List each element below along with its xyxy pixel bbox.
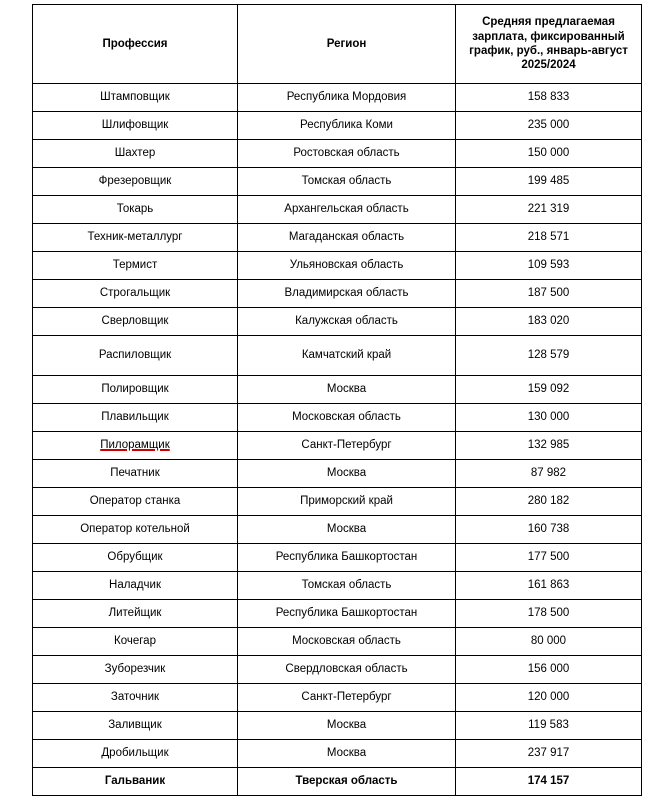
cell-salary: 158 833 [456, 84, 642, 112]
cell-region: Москва [238, 516, 456, 544]
cell-region: Тверская область [238, 768, 456, 796]
cell-region: Москва [238, 712, 456, 740]
table-row [33, 740, 642, 768]
table-row [33, 460, 642, 488]
cell-salary: 178 500 [456, 600, 642, 628]
cell-profession: Литейщик [33, 600, 238, 628]
cell-region: Томская область [238, 572, 456, 600]
cell-region: Республика Мордовия [238, 84, 456, 112]
cell-profession: Техник-металлург [33, 224, 238, 252]
cell-profession: Оператор станка [33, 488, 238, 516]
cell-salary: 187 500 [456, 280, 642, 308]
cell-salary: 221 319 [456, 196, 642, 224]
table-row [33, 404, 642, 432]
cell-salary: 174 157 [456, 768, 642, 796]
cell-profession: Термист [33, 252, 238, 280]
cell-salary: 132 985 [456, 432, 642, 460]
cell-region: Москва [238, 460, 456, 488]
cell-profession: Пилорамщик [33, 432, 238, 460]
cell-region: Ростовская область [238, 140, 456, 168]
cell-salary: 128 579 [456, 336, 642, 376]
cell-profession: Штамповщик [33, 84, 238, 112]
cell-profession: Заливщик [33, 712, 238, 740]
table-row [33, 84, 642, 112]
cell-salary: 156 000 [456, 656, 642, 684]
cell-profession: Дробильщик [33, 740, 238, 768]
table-row [33, 224, 642, 252]
table-header [33, 5, 642, 84]
cell-profession: Обрубщик [33, 544, 238, 572]
cell-profession: Фрезеровщик [33, 168, 238, 196]
cell-salary: 87 982 [456, 460, 642, 488]
table-row [33, 656, 642, 684]
cell-region: Московская область [238, 404, 456, 432]
table-row [33, 684, 642, 712]
cell-profession: Наладчик [33, 572, 238, 600]
table-row [33, 432, 642, 460]
table-row [33, 516, 642, 544]
cell-salary: 159 092 [456, 376, 642, 404]
table-row [33, 544, 642, 572]
cell-profession: Шлифовщик [33, 112, 238, 140]
cell-profession: Сверловщик [33, 308, 238, 336]
table-row [33, 112, 642, 140]
cell-salary: 119 583 [456, 712, 642, 740]
cell-region: Архангельская область [238, 196, 456, 224]
column-header-salary: Средняя предлагаемая зарплата, фиксированный график, руб., январь-август 2025/2024 [456, 5, 642, 84]
cell-salary: 160 738 [456, 516, 642, 544]
cell-region: Магаданская область [238, 224, 456, 252]
cell-region: Свердловская область [238, 656, 456, 684]
cell-region: Приморский край [238, 488, 456, 516]
table-body [33, 84, 642, 796]
cell-salary: 280 182 [456, 488, 642, 516]
cell-region: Республика Башкортостан [238, 544, 456, 572]
cell-salary: 109 593 [456, 252, 642, 280]
cell-profession: Распиловщик [33, 336, 238, 376]
table-row [33, 572, 642, 600]
cell-region: Калужская область [238, 308, 456, 336]
table-row [33, 628, 642, 656]
cell-region: Республика Коми [238, 112, 456, 140]
table-row [33, 336, 642, 376]
cell-region: Санкт-Петербург [238, 432, 456, 460]
column-header-region: Регион [238, 5, 456, 84]
cell-salary: 130 000 [456, 404, 642, 432]
cell-region: Москва [238, 376, 456, 404]
cell-region: Санкт-Петербург [238, 684, 456, 712]
salary-table [32, 4, 642, 796]
cell-salary: 199 485 [456, 168, 642, 196]
cell-profession: Строгальщик [33, 280, 238, 308]
cell-salary: 183 020 [456, 308, 642, 336]
cell-region: Владимирская область [238, 280, 456, 308]
cell-region: Томская область [238, 168, 456, 196]
cell-region: Ульяновская область [238, 252, 456, 280]
cell-salary: 150 000 [456, 140, 642, 168]
table-header-row [33, 5, 642, 84]
cell-profession: Токарь [33, 196, 238, 224]
cell-salary: 218 571 [456, 224, 642, 252]
cell-profession: Полировщик [33, 376, 238, 404]
cell-profession: Гальваник [33, 768, 238, 796]
table-row [33, 376, 642, 404]
cell-region: Камчатский край [238, 336, 456, 376]
table-row [33, 168, 642, 196]
cell-profession: Плавильщик [33, 404, 238, 432]
cell-profession: Печатник [33, 460, 238, 488]
cell-region: Республика Башкортостан [238, 600, 456, 628]
cell-salary: 237 917 [456, 740, 642, 768]
table-row [33, 768, 642, 796]
table-row [33, 196, 642, 224]
column-header-profession: Профессия [33, 5, 238, 84]
cell-profession: Заточник [33, 684, 238, 712]
cell-profession: Кочегар [33, 628, 238, 656]
table-row [33, 280, 642, 308]
table-row [33, 600, 642, 628]
table-row [33, 308, 642, 336]
cell-salary: 120 000 [456, 684, 642, 712]
cell-profession: Оператор котельной [33, 516, 238, 544]
cell-region: Московская область [238, 628, 456, 656]
cell-region: Москва [238, 740, 456, 768]
cell-salary: 80 000 [456, 628, 642, 656]
cell-salary: 161 863 [456, 572, 642, 600]
table-row [33, 140, 642, 168]
table-row [33, 712, 642, 740]
cell-salary: 235 000 [456, 112, 642, 140]
table-row [33, 488, 642, 516]
cell-profession: Шахтер [33, 140, 238, 168]
cell-profession: Зуборезчик [33, 656, 238, 684]
table-row [33, 252, 642, 280]
cell-salary: 177 500 [456, 544, 642, 572]
